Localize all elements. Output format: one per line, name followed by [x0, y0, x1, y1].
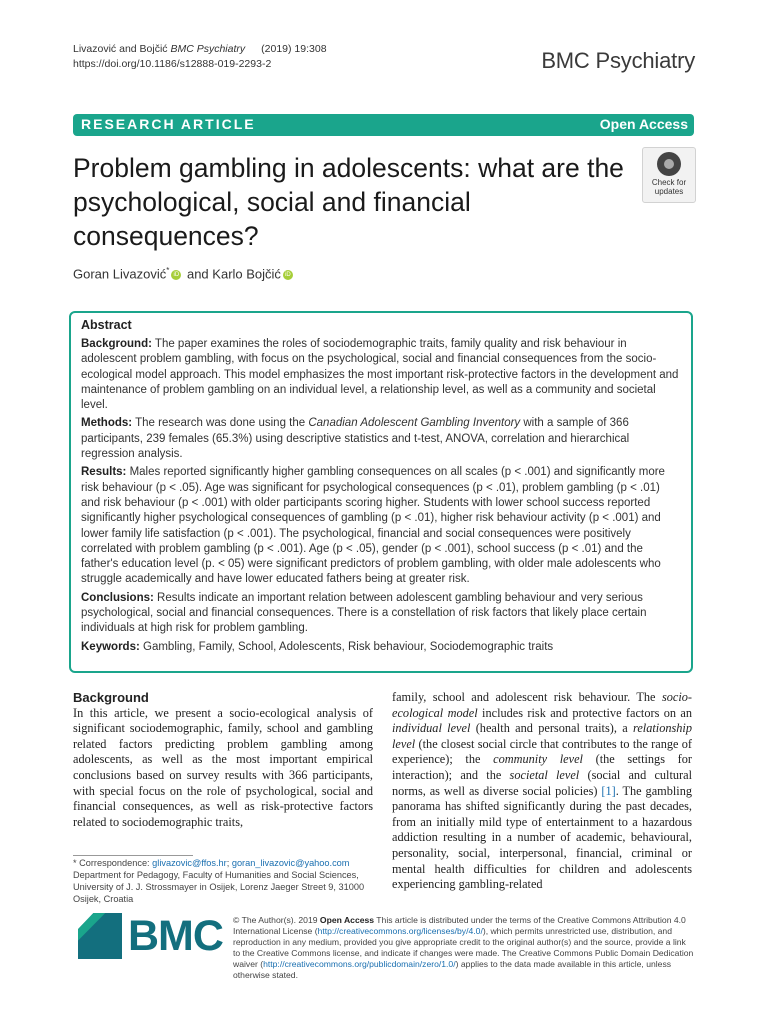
- footnote-divider: [73, 855, 193, 856]
- citation-link[interactable]: [1]: [601, 783, 616, 798]
- journal-name: BMC Psychiatry: [541, 48, 695, 73]
- body-column-left: [73, 690, 373, 830]
- bmc-logo: BMC: [78, 913, 218, 959]
- header-journal: BMC Psychiatry: [170, 43, 246, 55]
- corresponding-mark: *: [166, 266, 170, 275]
- bmc-mark-icon: [78, 913, 122, 959]
- affiliation: Department for Pedagogy, Faculty of Humanities and Social Sciences, University of J. J. Strossmayer in Osijek, Lorenz Jaeger Street 9, 31000 Osijek, Croatia: [73, 870, 365, 904]
- orcid-icon[interactable]: iD: [283, 270, 293, 280]
- body-column-right: [392, 690, 692, 893]
- body-paragraph: In this article, we present a socio-ecological analysis of significant sociodemographic, family, school and gambling related factors predicting problem gambling among adolescents, as well as the most important empirical conclusions based on survey results with 366 participants, with special focus on the role of psychological, social and financial consequences, as well as risk-protective factors related to sociodemographic traits,: [73, 705, 373, 829]
- abstract-methods: Methods: The research was done using the Canadian Adolescent Gambling Inventory with a sample of 366 participants, 239 females (65.3%) using descriptive statistics and t-test, ANOVA, correlation and hierarchical regression analysis.: [81, 417, 630, 461]
- author-list: Goran Livazović* iD and Karlo Bojčić iD: [73, 266, 295, 281]
- body-paragraph: family, school and adolescent risk behaviour. The socio-ecological model includes risk and protective factors on an individual level (health and personal traits), a relationship level (the closest social circle that contributes to the range of experience); the community level (the settings for interaction); and the societal level (social and cultural norms, as well as diverse social policies) [1]. The gambling panorama has shifted significantly during the past decades, from an initially mild type of entertainment to a hazardous addiction resulting in a number of academic, behavioural, personality, social, interpersonal, financial, criminal or mental health difficulties for children and adolescents experiencing gambling-related: [392, 690, 693, 892]
- article-type-banner: [73, 114, 694, 136]
- abstract-conclusions: Conclusions: Results indicate an important relation between adolescent gambling behaviour and very serious psychological, social and financial consequences. There is a constellation of risk factors that likely place certain individuals at high risk for problem gambling.: [81, 591, 647, 635]
- license-text: © The Author(s). 2019 Open Access This article is distributed under the terms of the Creative Commons Attribution 4.0 International License (http://creativecommons.org/licenses/by/4.0/), which permits unrestricted use, distribution, and reproduction in any medium, provided you give appropriate credit to the original author(s) and the source, provide a link to the Creative Commons license, and indicate if changes were made. The Creative Commons Public Domain Dedication waiver (http://creativecommons.org/publicdomain/zero/1.0/) applies to the data made available in this article, unless otherwise stated.: [233, 915, 694, 980]
- check-for-updates-button[interactable]: Check for updates: [642, 147, 696, 203]
- abstract-keywords: Keywords: Gambling, Family, School, Adolescents, Risk behaviour, Sociodemographic traits: [81, 640, 554, 653]
- article-title: Problem gambling in adolescents: what are the psychological, social and financial consequences?: [73, 153, 624, 251]
- check-updates-icon: [657, 152, 681, 176]
- header-authors: Livazović and Bojčić: [73, 43, 168, 55]
- citation-header: [73, 42, 327, 72]
- email-link[interactable]: glivazovic@ffos.hr: [152, 858, 227, 868]
- author-name[interactable]: Karlo Bojčić: [212, 266, 281, 282]
- article-type-label: RESEARCH ARTICLE: [81, 116, 256, 132]
- header-year-volume: (2019) 19:308: [261, 43, 327, 55]
- open-access-label: Open Access: [599, 116, 688, 132]
- doi-link[interactable]: https://doi.org/10.1186/s12888-019-2293-2: [73, 58, 272, 70]
- abstract-results: Results: Males reported significantly higher gambling consequences on all scales (p < .001) and significantly more risk behaviour (p < .05). Age was significant for psychological consequences (p < .01), problem gambling (p < .01) and risk behaviour (p < .001) with older participants scoring higher. Students with lower school success reported significantly higher psychological consequences of gambling (p < .01), higher risk behaviour activity (p < .001) and lower family life satisfaction (p < .001). The psychological, financial and social consequences were positively correlated with problem gambling (p < .001). Age (p < .05), gender (p < .001), school success (p < .01) and the father's education level (p. < 05) were significant predictors of problem gambling, with older male adolescents who struggle academically and have lower educated fathers being at greater risk.: [81, 466, 665, 586]
- section-heading: Background: [73, 690, 149, 705]
- license-link[interactable]: http://creativecommons.org/publicdomain/zero/1.0/: [263, 959, 456, 969]
- orcid-icon[interactable]: iD: [171, 270, 181, 280]
- abstract-background: Background: The paper examines the roles of sociodemographic traits, family quality and risk behaviour in adolescent problem gambling, with focus on the psychological, social and financial consequences from the socio-ecological model approach. This model emphasizes the most important risk-protective factors in the development and maintenance of problem gambling on an individual level, a relationship level, as well as a community and societal level.: [81, 338, 679, 412]
- abstract-box: [69, 311, 693, 673]
- abstract-heading: Abstract: [81, 318, 132, 332]
- email-link[interactable]: goran_livazovic@yahoo.com: [231, 858, 350, 868]
- license-link[interactable]: http://creativecommons.org/licenses/by/4.0/: [317, 926, 483, 936]
- correspondence-footnote: * Correspondence: glivazovic@ffos.hr; goran_livazovic@yahoo.com Department for Pedagogy, Faculty of Humanities and Social Sciences, University of J. J. Strossmayer in Osijek, Lorenz Jaeger Street 9, 31000 Osijek, Croatia: [73, 857, 373, 905]
- author-name[interactable]: Goran Livazović: [73, 266, 167, 282]
